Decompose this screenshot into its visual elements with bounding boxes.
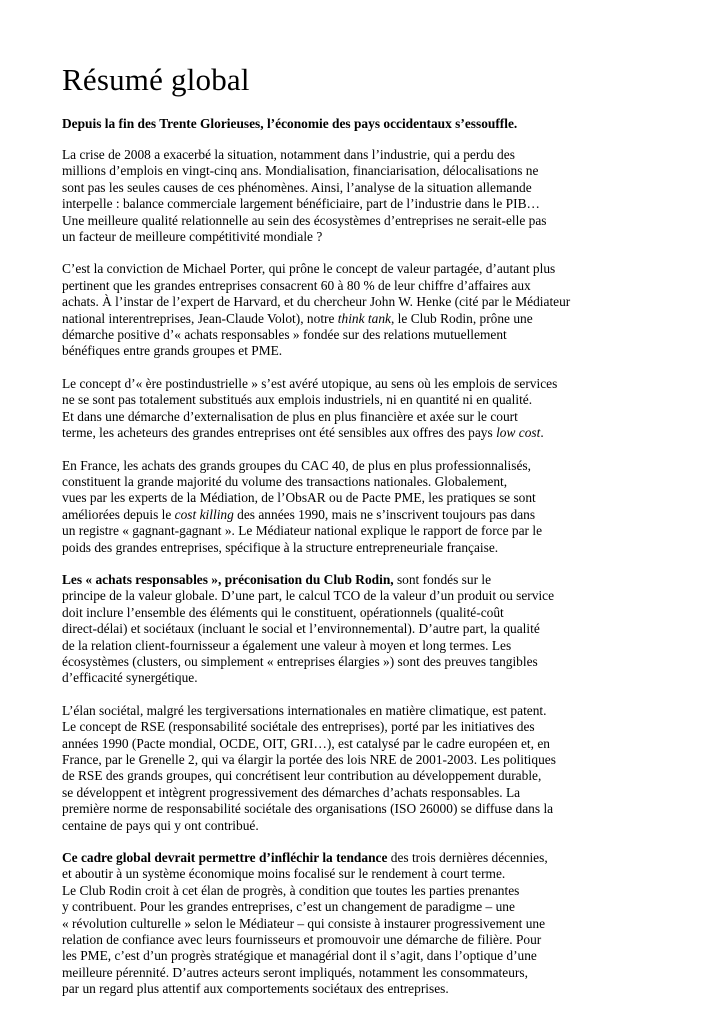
text-line xyxy=(62,850,685,866)
text-line: principe de la valeur globale. D’une part, le calcul TCO de la valeur d’un produit ou service xyxy=(62,588,555,604)
text-line: Le concept de RSE (responsabilité sociétale des entreprises), porté par les initiatives des xyxy=(62,719,535,735)
text-line: France, par le Grenelle 2, qui va élargir la portée des lois NRE de 2001-2003. Les politiques xyxy=(62,752,556,767)
text-line: C’est la conviction de Michael Porter, qui prône le concept de valeur partagée, d’autant plus xyxy=(62,261,556,277)
text-line: un registre « gagnant-gagnant ». Le Médiateur national explique le rapport de force par le xyxy=(62,523,543,539)
lead-sentence: Depuis la fin des Trente Glorieuses, l’économie des pays occidentaux s’essouffle. xyxy=(62,116,518,131)
text-line: première norme de responsabilité sociétale des organisations (ISO 26000) se diffuse dans la xyxy=(62,801,554,817)
bold-phrase: Ce cadre global devrait permettre d’infléchir la tendance xyxy=(62,850,388,866)
paragraph-5 xyxy=(62,572,685,687)
paragraph-4 xyxy=(62,458,685,556)
text-line: écosystèmes (clusters, ou simplement « entreprises élargies ») sont des preuves tangibles xyxy=(62,653,538,669)
text-line: interpelle : balance commerciale largement bénéficiaire, part de l’industrie dans le PIB… xyxy=(62,196,540,212)
text-line xyxy=(62,311,685,327)
text-line: achats. À l’instar de l’expert de Harvard, et du chercheur John W. Henke (cité par le Médiateur xyxy=(62,294,571,310)
text-line: relation de confiance avec leurs fournisseurs et promouvoir une démarche de filière. Pour xyxy=(62,932,542,948)
text-segment: sont fondés sur le xyxy=(393,571,492,587)
text-line: « révolution culturelle » selon le Médiateur – qui consiste à instaurer progressivement une xyxy=(62,915,546,931)
text-line: En France, les achats des grands groupes du CAC 40, de plus en plus professionnalisés, xyxy=(62,457,531,473)
text-line: Le concept d’« ère postindustrielle » s’est avéré utopique, au sens où les emplois de services xyxy=(62,375,558,391)
text-segment: améliorées depuis le xyxy=(62,506,175,522)
text-line: de RSE des grands groupes, qui concrétisent leur contribution au développement durable, xyxy=(62,768,542,784)
text-line: d’efficacité synergétique. xyxy=(62,670,198,686)
text-line: La crise de 2008 a exacerbé la situation, notamment dans l’industrie, qui a perdu des xyxy=(62,147,515,162)
text-line: constituent la grande majorité du volume des transactions nationales. Globalement, xyxy=(62,473,508,489)
italic-term: low cost xyxy=(496,425,541,441)
text-line: Une meilleure qualité relationnelle au sein des écosystèmes d’entreprises ne serait-elle pas xyxy=(62,212,547,228)
text-line: un facteur de meilleure compétitivité mondiale ? xyxy=(62,229,323,245)
text-line: les PME, c’est d’un progrès stratégique et managérial dont il s’agit, dans l’optique d’une xyxy=(62,948,537,964)
text-line: années 1990 (Pacte mondial, OCDE, OIT, GRI…), est catalysé par le cadre européen et, en xyxy=(62,735,550,751)
text-line xyxy=(62,507,685,523)
text-line: ne se sont pas totalement substitués aux emplois industriels, ni en quantité ni en qualité. xyxy=(62,392,533,408)
text-line: Et dans une démarche d’externalisation de plus en plus financière et axée sur le court xyxy=(62,408,518,424)
text-line xyxy=(62,425,685,441)
text-line: direct-délai) et sociétaux (incluant le social et l’environnemental). D’autre part, la qualité xyxy=(62,621,540,637)
text-line: Le Club Rodin croit à cet élan de progrès, à condition que toutes les parties prenantes xyxy=(62,882,520,898)
text-line: meilleure pérennité. D’autres acteurs seront impliqués, notamment les consommateurs, xyxy=(62,964,528,980)
paragraph-7 xyxy=(62,850,685,998)
paragraph-1 xyxy=(62,147,685,245)
text-line xyxy=(62,572,685,588)
text-line: y contribuent. Pour les grandes entreprises, c’est un changement de paradigme – une xyxy=(62,899,515,915)
text-segment: , le Club Rodin, prône une xyxy=(390,310,533,326)
text-line: millions d’emplois en vingt-cinq ans. Mondialisation, financiarisation, délocalisations ne xyxy=(62,163,539,179)
text-segment: terme, les acheteurs des grandes entreprises ont été sensibles aux offres des pays xyxy=(62,425,497,441)
text-line: bénéfiques entre grands groupes et PME. xyxy=(62,343,283,359)
paragraph-3 xyxy=(62,376,685,442)
text-segment: des trois dernières décennies, xyxy=(387,850,548,866)
text-line: doit inclure l’ensemble des éléments qui le constituent, opérationnels (qualité-coût xyxy=(62,604,504,620)
paragraph-2 xyxy=(62,261,685,359)
italic-term: cost killing xyxy=(174,506,234,522)
text-line: pertinent que les grandes entreprises consacrent 60 à 80 % de leur chiffre d’affaires aux xyxy=(62,277,531,293)
text-line: par un regard plus attentif aux comportements sociétaux des entreprises. xyxy=(62,981,449,997)
text-line: poids des grandes entreprises, spécifique à la structure entrepreneuriale française. xyxy=(62,539,499,555)
text-line: et aboutir à un système économique moins focalisé sur le rendement à court terme. xyxy=(62,866,506,882)
italic-term: think tank xyxy=(337,310,391,326)
text-segment: des années 1990, mais ne s’inscrivent toujours pas dans xyxy=(233,506,536,522)
page-title: Résumé global xyxy=(62,62,250,97)
text-segment: national interentreprises, Jean-Claude Volot), notre xyxy=(62,310,338,326)
text-line: se développent et intègrent progressivement des démarches d’achats responsables. La xyxy=(62,784,521,800)
bold-phrase: Les « achats responsables », préconisation du Club Rodin, xyxy=(62,571,394,587)
text-line: vues par les experts de la Médiation, de l’ObsAR ou de Pacte PME, les pratiques se sont xyxy=(62,490,536,506)
text-line: démarche positive d’« achats responsables » fondée sur des relations mutuellement xyxy=(62,327,507,343)
text-line: L’élan sociétal, malgré les tergiversations internationales en matière climatique, est patent. xyxy=(62,702,547,718)
text-line: sont pas les seules causes de ces phénomènes. Ainsi, l’analyse de la situation allemande xyxy=(62,179,532,195)
text-line: de la relation client-fournisseur a également une valeur à moyen et long termes. Les xyxy=(62,637,512,653)
text-segment: . xyxy=(540,425,544,441)
text-line: centaine de pays qui y ont contribué. xyxy=(62,817,259,833)
paragraph-6 xyxy=(62,703,685,834)
